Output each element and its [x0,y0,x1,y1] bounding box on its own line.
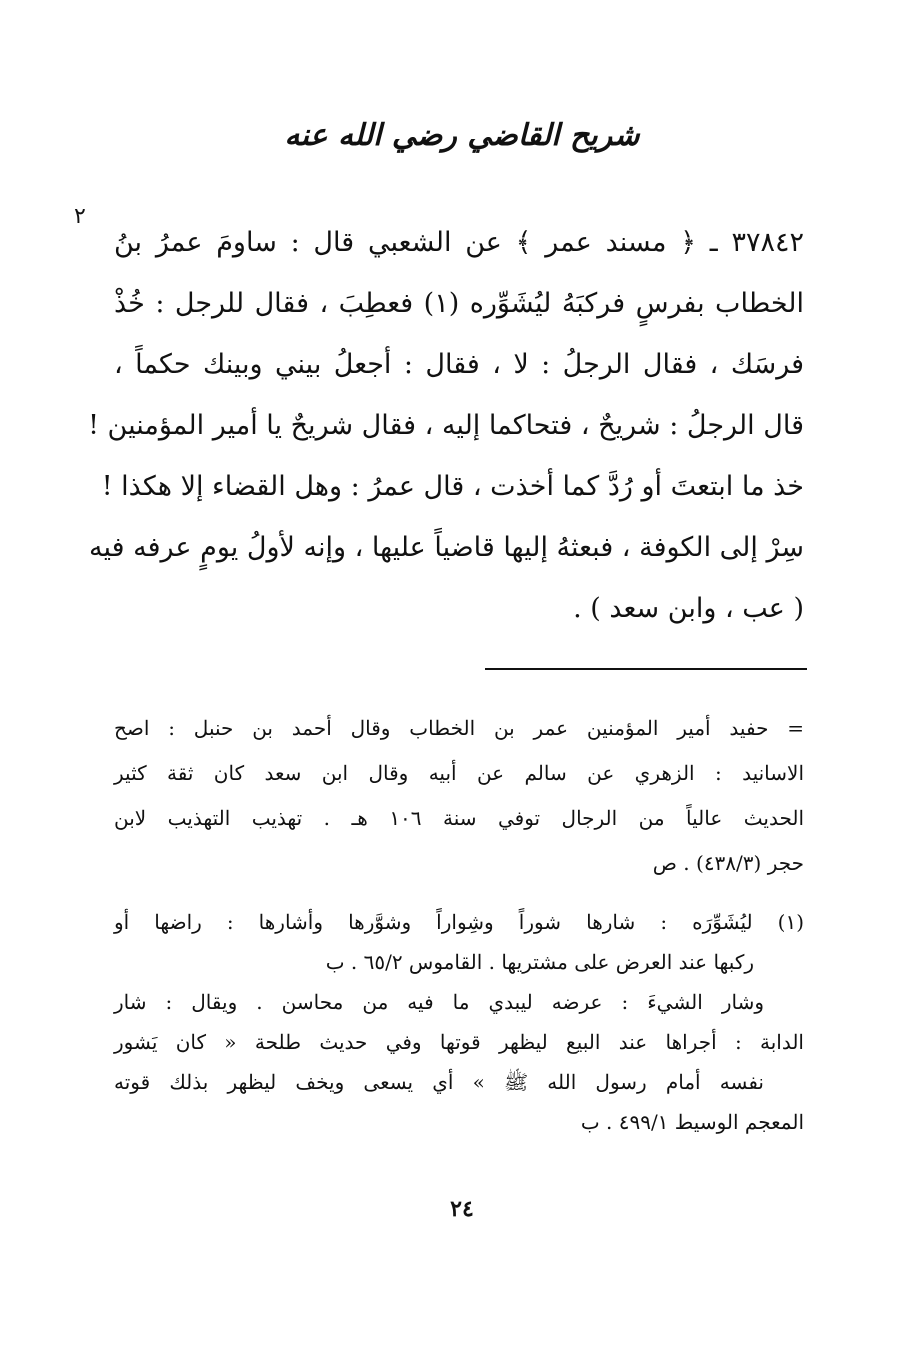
footnote-continuation [114,706,804,886]
footnote-line: وشار الشيءَ : عرضه ليبدي ما فيه من محاسن . ويقال : شار [114,990,764,1014]
footnote-line: الحديث عالياً من الرجال توفي سنة ١٠٦ هـ . تهذيب التهذيب لابن [114,806,805,830]
footnote-line: الاسانيد : الزهري عن سالم عن أبيه وقال ابن سعد كان ثقة كثير [114,761,804,785]
main-text-line: خذ ما ابتعتَ أو رُدَّ كما أخذت ، قال عمرُ : وهل القضاء إلا هكذا ! [101,471,804,502]
main-text-line: قال الرجلُ : شريحٌ ، فتحاكما إليه ، فقال شريحٌ يا أمير المؤمنين ! [88,410,804,441]
footnote-line: المعجم الوسيط ٤٩٩/١ . ب [580,1110,804,1134]
main-text-line: ٣٧٨٤٢ ـ ﴿ مسند عمر ﴾ عن الشعبي قال : ساومَ عمرُ بنُ [114,227,804,258]
footnote-line: = حفيد أمير المؤمنين عمر بن الخطاب وقال أحمد بن حنبل : اصح [114,716,804,740]
footnote-line: ركبها عند العرض على مشتريها . القاموس ٦٥/٢ . ب [325,950,754,974]
footnote-line: حجر (٤٣٨/٣) . ص [652,851,804,875]
footnote-line: الدابة : أجراها عند البيع ليظهر قوتها وفي حديث طلحة « كان يَشور [114,1030,804,1054]
footnote-line: (١) ليُشَوِّرَه : شارها شوراً وشِواراً وشوَّرها وأشارها : راضها أو [114,910,804,934]
footnote-line: نفسه أمام رسول الله ﷺ » أي يسعى ويخف ليظهر بذلك قوته [114,1070,764,1094]
main-text-line: ( عب ، وابن سعد ) . [573,593,804,624]
footnote-one [114,902,804,1142]
main-text-line: فرسَك ، فقال الرجلُ : لا ، فقال : أجعلُ بيني وبينك حكماً ، [114,349,804,380]
main-text-line: الخطاب بفرسٍ فركبَهُ ليُشَوِّره (١) فعطِبَ ، فقال للرجل : خُذْ [114,288,805,319]
main-text-block [88,212,805,639]
corner-bracket-mark: ٢ [74,204,86,229]
main-text-line: سِرْ إلى الكوفة ، فبعثهُ إليها قاضياً عليها ، وإنه لأولُ يومٍ عرفه فيه [89,532,804,563]
page-header-title: شريح القاضي رضي الله عنه [284,118,640,153]
footnote-separator-rule [485,668,807,670]
page-number: ٢٤ [450,1196,474,1222]
